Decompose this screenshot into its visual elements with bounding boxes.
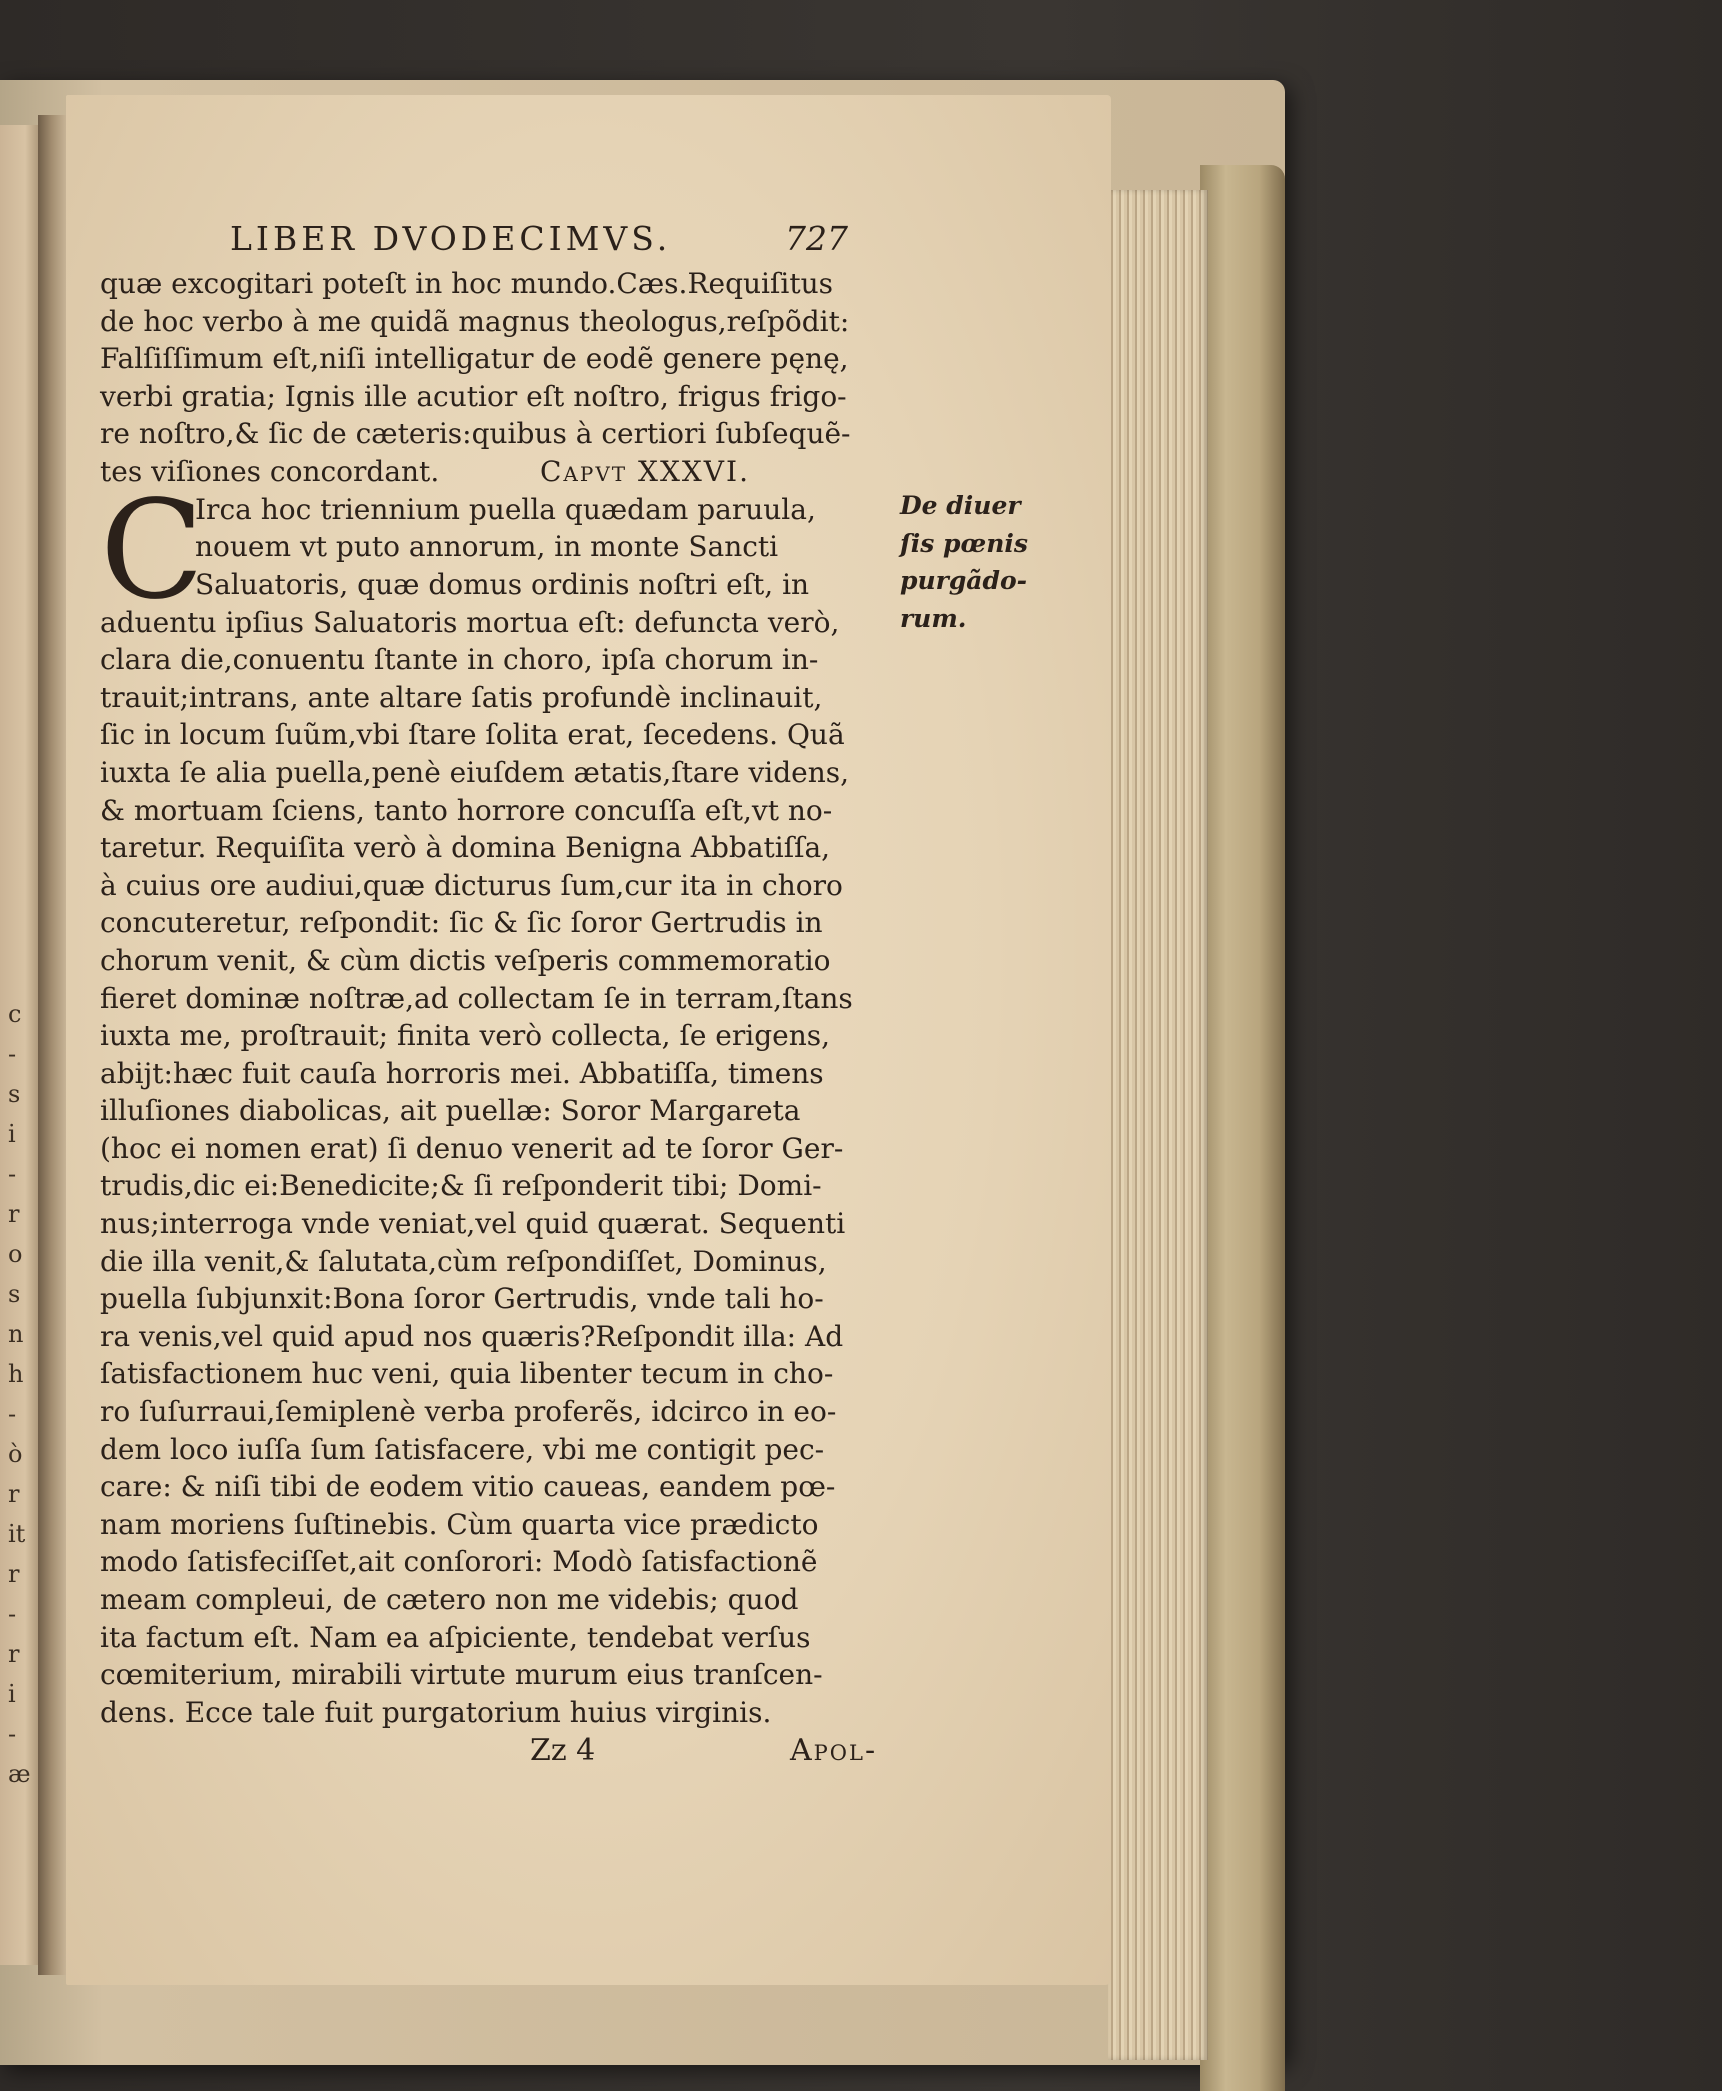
left-fragment: o bbox=[8, 1240, 23, 1268]
text-line: Falſiſſimum eſt,niſi intelligatur de eodẽ genere pęnę, bbox=[100, 342, 849, 376]
text-line: ſatisfactionem huc veni, quia libenter tecum in cho- bbox=[100, 1357, 834, 1391]
running-head bbox=[100, 205, 930, 265]
marginal-note-line: purgãdo- bbox=[900, 566, 1028, 596]
page-text-block bbox=[100, 205, 930, 1771]
text-line: illuſiones diabolicas, ait puellæ: Soror Margareta bbox=[100, 1094, 801, 1128]
left-fragment: h bbox=[8, 1360, 24, 1388]
left-fragment: æ bbox=[8, 1760, 31, 1788]
text-line: de hoc verbo à me quidã magnus theologus,reſpõdit: bbox=[100, 304, 850, 338]
text-line: chorum venit, & cùm dictis veſperis commemoratio bbox=[100, 943, 831, 977]
text-line: puella ſubjunxit:Bona ſoror Gertrudis, vnde tali ho- bbox=[100, 1282, 824, 1316]
text-line: trauit;intrans, ante altare ſatis profundè inclinauit, bbox=[100, 680, 823, 714]
text-line: à cuius ore audiui,quæ dicturus ſum,cur ita in choro bbox=[100, 868, 843, 902]
left-fragment: ò bbox=[8, 1440, 23, 1468]
left-fragment: r bbox=[8, 1200, 20, 1228]
text-line: meam compleui, de cætero non me videbis; quod bbox=[100, 1583, 799, 1616]
text-line: modo ſatisfeciſſet,ait conſorori: Modò ſatisfactionẽ bbox=[100, 1545, 818, 1579]
chapter-heading: Capvt XXXVI. bbox=[540, 454, 750, 488]
text-line: verbi gratia; Ignis ille acutior eſt noſtro, frigus frigo- bbox=[100, 379, 847, 413]
text-line: trudis,dic ei:Benedicite;& ſi reſponderit tibi; Domi- bbox=[100, 1169, 822, 1203]
folio-number: 727 bbox=[785, 219, 848, 258]
left-fragment: s bbox=[8, 1080, 21, 1108]
marginal-note-line: ſis pœnis bbox=[900, 528, 1028, 558]
running-title: LIBER DVODECIMVS. bbox=[230, 219, 672, 258]
marginal-note-line: rum. bbox=[900, 603, 967, 633]
text-line: nouem vt puto annorum, in monte Sancti bbox=[195, 530, 779, 564]
text-line: quæ excogitari poteſt in hoc mundo.Cæs.Requiſitus bbox=[100, 267, 833, 300]
marginal-note bbox=[900, 487, 1060, 637]
text-line: dem loco iuſſa ſum ſatisfacere, vbi me contigit pec- bbox=[100, 1432, 825, 1466]
left-fragment: c bbox=[8, 1000, 22, 1028]
left-fragment: r bbox=[8, 1560, 20, 1588]
text-line: iuxta ſe alia puella,penè eiuſdem ætatis,ſtare videns, bbox=[100, 755, 850, 789]
page-footer bbox=[100, 1731, 930, 1771]
left-fragment: - bbox=[8, 1400, 17, 1428]
text-line: & mortuam ſciens, tanto horrore concuſſa eſt,vt no- bbox=[100, 793, 833, 827]
text-line: concuteretur, reſpondit: ſic & ſic ſoror Gertrudis in bbox=[100, 906, 823, 940]
text-line: ſic in locum ſuũm,vbi ſtare ſolita erat, ſecedens. Quã bbox=[100, 718, 845, 752]
left-fragment: i bbox=[8, 1120, 16, 1148]
left-fragment: - bbox=[8, 1600, 17, 1628]
text-line: (hoc ei nomen erat) ſi denuo venerit ad te ſoror Ger- bbox=[100, 1131, 844, 1165]
book-cover-edge bbox=[1200, 165, 1285, 2091]
text-line: cœmiterium, mirabili virtute murum eius tranſcen- bbox=[100, 1658, 823, 1692]
left-fragment: n bbox=[8, 1320, 24, 1348]
marginal-note-line: De diuer bbox=[900, 491, 1021, 520]
text-line: fieret dominæ noſtræ,ad collectam ſe in terram,ſtans bbox=[100, 981, 853, 1015]
text-line: nam moriens ſuſtinebis. Cùm quarta vice prædicto bbox=[100, 1507, 819, 1541]
catchword: Apol- bbox=[790, 1733, 878, 1769]
text-line: die illa venit,& ſalutata,cùm reſpondiſſet, Dominus, bbox=[100, 1244, 827, 1278]
left-fragment: it bbox=[8, 1520, 26, 1548]
text-line: Saluatoris, quæ domus ordinis noſtri eſt, in bbox=[195, 567, 810, 601]
left-fragment: r bbox=[8, 1480, 20, 1508]
text-line: dens. Ecce tale fuit purgatorium huius virginis. bbox=[100, 1695, 772, 1729]
text-line: nus;interroga vnde veniat,vel quid quærat. Sequenti bbox=[100, 1207, 846, 1241]
left-fragment: - bbox=[8, 1040, 17, 1068]
text-line: Irca hoc triennium puella quædam paruula, bbox=[195, 492, 816, 526]
text-line: tes viſiones concordant. bbox=[100, 454, 440, 488]
text-line: aduentu ipſius Saluatoris mortua eſt: defuncta verò, bbox=[100, 605, 840, 639]
drop-cap-initial: C bbox=[100, 471, 205, 630]
text-line: ra venis,vel quid apud nos quæris?Reſpondit illa: Ad bbox=[100, 1319, 844, 1353]
left-fragment: - bbox=[8, 1160, 17, 1188]
text-line: iuxta me, proſtrauit; finita verò collecta, ſe erigens, bbox=[100, 1019, 831, 1053]
left-fragment: r bbox=[8, 1640, 20, 1668]
text-line: ita factum eſt. Nam ea aſpiciente, tendebat verſus bbox=[100, 1620, 811, 1654]
chapter-row bbox=[100, 453, 930, 491]
left-fragment: s bbox=[8, 1280, 21, 1308]
left-page-text-fragments bbox=[4, 300, 30, 1900]
text-line: abijt:hæc fuit cauſa horroris mei. Abbatiſſa, timens bbox=[100, 1056, 824, 1090]
text-line: ro ſuſurraui,ſemiplenè verba proferẽs, idcirco in eo- bbox=[100, 1395, 837, 1429]
text-line: taretur. Requiſita verò à domina Benigna Abbatiſſa, bbox=[100, 831, 831, 865]
left-fragment: i bbox=[8, 1680, 16, 1708]
signature-mark: Zz 4 bbox=[530, 1733, 596, 1769]
text-line: clara die,conuentu ſtante in choro, ipſa chorum in- bbox=[100, 643, 819, 677]
page-fore-edge bbox=[1108, 190, 1208, 2060]
text-line: re noſtro,& ſic de cæteris:quibus à certiori ſubſequẽ- bbox=[100, 417, 851, 451]
left-fragment: - bbox=[8, 1720, 17, 1748]
text-line: care: & niſi tibi de eodem vitio caueas, eandem pœ- bbox=[100, 1470, 836, 1504]
